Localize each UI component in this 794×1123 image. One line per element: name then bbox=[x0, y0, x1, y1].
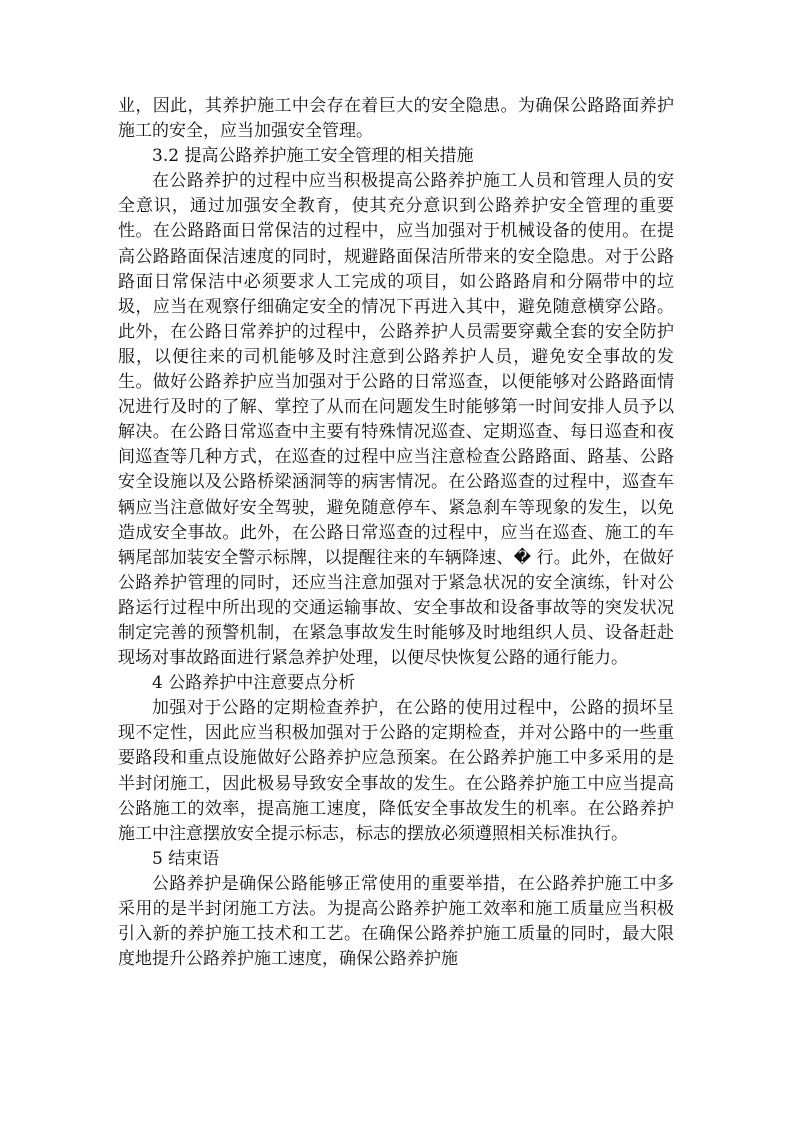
paragraph-continued: 业，因此，其养护施工中会存在着巨大的安全隐患。为确保公路路面养护施工的安全，应当加强安全管理。 bbox=[118, 96, 674, 142]
document-body bbox=[118, 94, 674, 972]
paragraph-5: 公路养护是确保公路能够正常使用的重要举措，在公路养护施工中多采用的是半封闭施工方法。为提高公路养护施工效率和施工质量应当积极引入新的养护施工技术和工艺。在确保公路养护施工质量的同时，最大限度地提升公路养护施工速度，确保公路养护施 bbox=[118, 873, 674, 970]
section-heading-3-2: 3.2 提高公路养护施工安全管理的相关措施 bbox=[152, 146, 474, 167]
paragraph-3-2: 在公路养护的过程中应当积极提高公路养护施工人员和管理人员的安全意识，通过加强安全教育，使其充分意识到公路养护安全管理的重要性。在公路路面日常保洁的过程中，应当加强对于机械设备的使用。在提高公路路面保洁速度的同时，规避路面保洁所带来的安全隐患。对于公路路面日常保洁中必须要求人工完成的项目，如公路路肩和分隔带中的垃圾，应当在观察仔细确定安全的情况下再进入其中，避免随意横穿公路。此外，在公路日常养护的过程中，公路养护人员需要穿戴全套的安全防护服，以便往来的司机能够及时注意到公路养护人员，避免安全事故的发生。做好公路养护应当加强对于公路的日常巡查，以便能够对公路路面情况进行及时的了解、掌控了从而在问题发生时能够第一时间安排人员予以解决。在公路日常巡查中主要有特殊情况巡查、定期巡查、每日巡查和夜间巡查等几种方式，在巡查的过程中应当注意检查公路路面、路基、公路安全设施以及公路桥梁涵洞等的病害情况。在公路巡查的过程中，巡查车辆应当注意做好安全驾驶，避免随意停车、紧急刹车等现象的发生，以免造成安全事故。此外，在公路日常巡查的过程中，应当在巡查、施工的车辆尾部加装安全警示标牌，以提醒往来的车辆降速、� 行。此外，在做好公路养护管理的同时，还应当注意加强对于紧急状况的安全演练，针对公路运行过程中所出现的交通运输事故、安全事故和设备事故等的突发状况制定完善的预警机制，在紧急事故发生时能够及时地组织人员、设备赶赴现场对事故路面进行紧急养护处理，以便尽快恢复公路的通行能力。 bbox=[118, 171, 674, 669]
section-heading-5: 5 结束语 bbox=[152, 848, 220, 869]
section-heading-4: 4 公路养护中注意要点分析 bbox=[152, 673, 356, 694]
paragraph-4: 加强对于公路的定期检查养护，在公路的使用过程中，公路的损坏呈现不定性，因此应当积极加强对于公路的定期检查，并对公路中的一些重要路段和重点设施做好公路养护应急预案。在公路养护施工中多采用的是半封闭施工，因此极易导致安全事故的发生。在公路养护施工中应当提高公路施工的效率，提高施工速度，降低安全事故发生的机率。在公路养护施工中注意摆放安全提示标志，标志的摆放必须遵照相关标准执行。 bbox=[118, 698, 674, 844]
